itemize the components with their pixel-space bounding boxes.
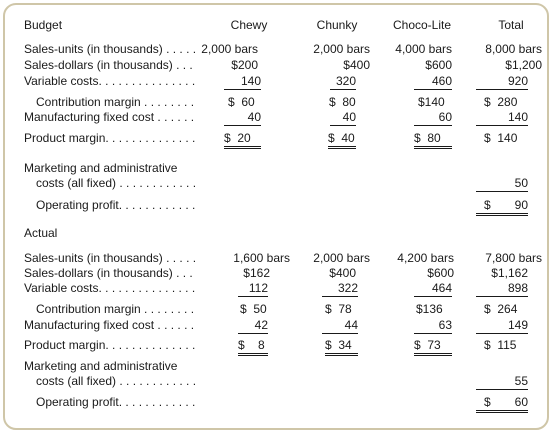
actual-cell: $ 50 [240,302,267,316]
budget-cell: 60 [414,110,452,126]
actual-marketing-total: 55 [476,374,528,390]
actual-cell: 898 [476,281,528,297]
actual-cell: 44 [322,318,358,334]
budget-row-label: Manufacturing fixed cost . . . . . . [24,110,195,124]
budget-cell: $200 [231,58,258,72]
budget-operating-total-cell [476,198,528,216]
budget-cell: $ 80 [329,95,356,109]
column-header-chewy: Chewy [230,18,268,32]
budget-cell: 2,000 bars [201,42,258,56]
budget-cell: 140 [224,74,261,90]
actual-operating-sign: $ [484,395,491,409]
budget-cell: $ 280 [484,95,518,109]
actual-cell: $ 264 [484,302,518,316]
actual-row-label: Sales-dollars (in thousands) . . . [24,266,193,280]
actual-row-label: Contribution margin . . . . . . . . [36,302,195,316]
budget-cell: 4,000 bars [395,42,452,56]
actual-row-label: Variable costs. . . . . . . . . . . . . . . [24,281,196,295]
actual-marketing-label: Marketing and administrative [24,359,178,373]
actual-cell: $ 73 [414,338,452,356]
budget-row-label: Product margin. . . . . . . . . . . . . . [24,131,196,145]
budget-cell: $ 60 [228,95,255,109]
actual-cell: 112 [238,281,268,297]
budget-operating-label: Operating profit. . . . . . . . . . . . [36,198,196,212]
actual-row-label: Product margin. . . . . . . . . . . . . . [24,338,196,352]
budget-cell: $140 [418,95,445,109]
budget-cell: 2,000 bars [313,42,370,56]
budget-cell: 140 [476,110,528,126]
actual-row-label: Sales-units (in thousands) . . . . . [24,251,197,265]
actual-cell: $162 [243,266,270,280]
budget-row-label: Variable costs. . . . . . . . . . . . . . . [24,74,196,88]
actual-cell: $400 [329,266,356,280]
budget-row-label: Contribution margin . . . . . . . . [36,95,195,109]
actual-cell: 7,800 bars [485,251,542,265]
column-header-chunky: Chunky [316,18,358,32]
budget-marketing-label-cont: costs (all fixed) . . . . . . . . . . . . [36,176,197,190]
actual-cell: 42 [238,318,268,334]
actual-cell: 322 [322,281,358,297]
actual-cell: 63 [414,318,452,334]
budget-marketing-label: Marketing and administrative [24,161,178,175]
budget-cell: $1,200 [505,58,542,72]
actual-operating-label: Operating profit. . . . . . . . . . . . [36,395,196,409]
budget-operating-total: 90 [514,198,528,212]
budget-marketing-total: 50 [476,176,528,192]
budget-cell: 320 [330,74,356,90]
budget-cell: 40 [224,110,261,126]
budget-cell: 460 [414,74,452,90]
actual-cell: 149 [476,318,528,334]
actual-cell: $1,162 [491,266,528,280]
budget-cell: $400 [343,58,370,72]
budget-cell: 8,000 bars [485,42,542,56]
budget-cell: $ 20 [224,131,261,149]
actual-operating-total-cell [476,395,528,413]
actual-heading: Actual [24,226,58,240]
actual-cell: $ 34 [325,338,358,356]
budget-operating-sign: $ [484,198,491,212]
budget-cell: $ 40 [328,131,356,149]
column-header-choco-lite: Choco-Lite [392,18,452,32]
budget-row-label: Sales-dollars (in thousands) . . . [24,58,193,72]
actual-cell: $136 [416,302,443,316]
actual-cell: 2,000 bars [313,251,370,265]
budget-cell: 40 [330,110,356,126]
actual-marketing-label-cont: costs (all fixed) . . . . . . . . . . . . [36,374,197,388]
actual-operating-total: 60 [514,395,528,409]
actual-cell: 464 [414,281,452,297]
budget-row-label: Sales-units (in thousands) . . . . . [24,42,197,56]
actual-cell: $ 8 [238,338,268,356]
actual-row-label: Manufacturing fixed cost . . . . . . [24,318,195,332]
actual-cell: $ 78 [325,302,352,316]
budget-cell: $ 80 [414,131,452,149]
budget-cell: $600 [425,58,452,72]
actual-cell: 4,200 bars [397,251,454,265]
actual-cell: $600 [427,266,454,280]
budget-heading: Budget [24,18,63,32]
actual-cell: $ 115 [484,338,517,352]
column-header-total: Total [498,18,524,32]
actual-cell: 1,600 bars [233,251,290,265]
budget-cell: 920 [476,74,528,90]
budget-cell: $ 140 [484,131,518,145]
